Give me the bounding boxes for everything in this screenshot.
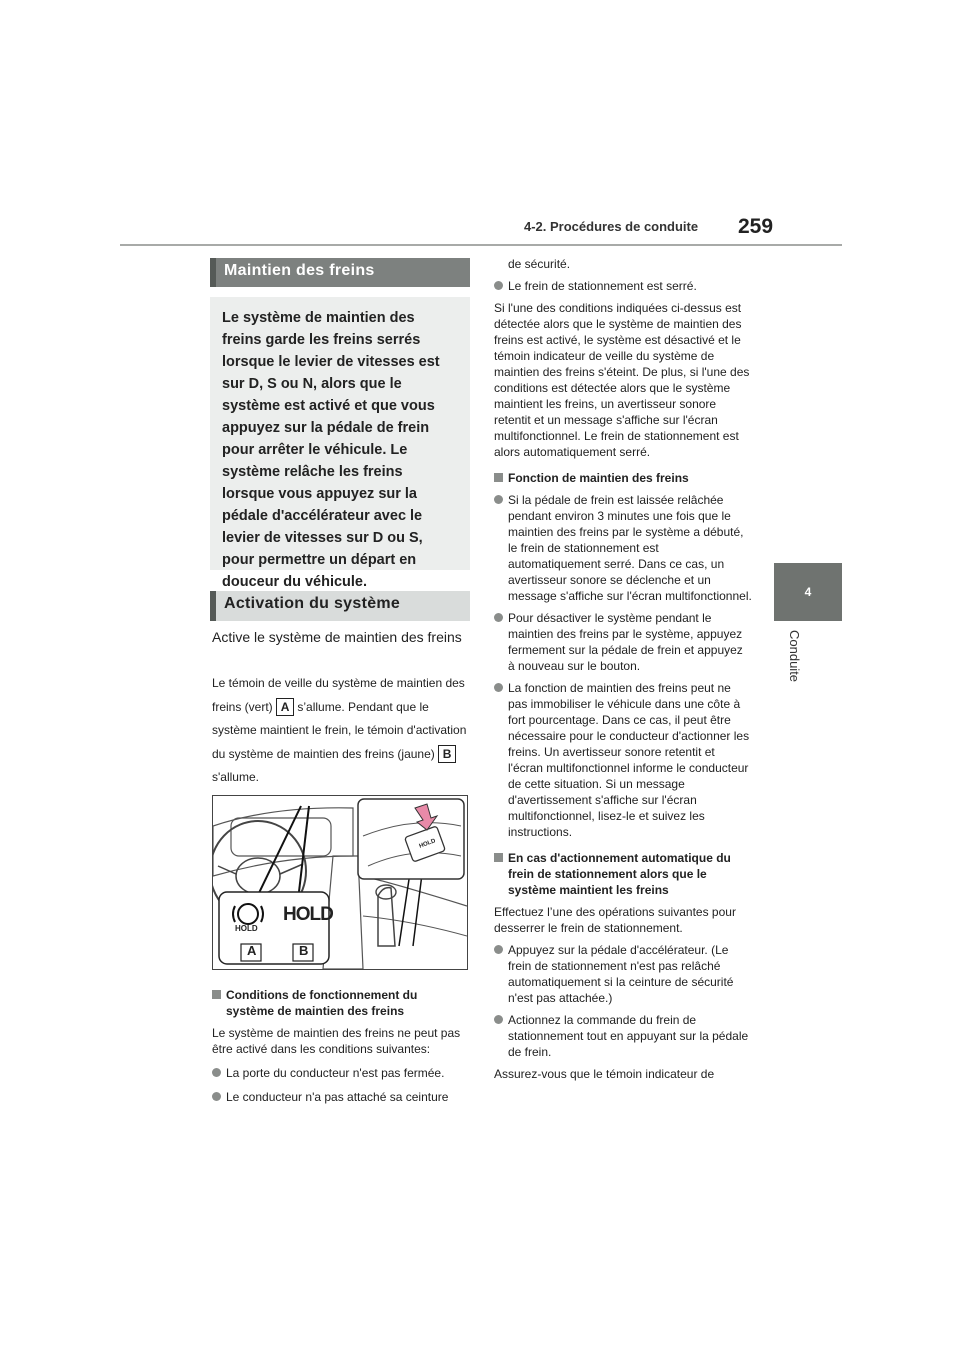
parking-brake-bullet: Le frein de stationnement est serré. bbox=[494, 278, 752, 294]
intro-box bbox=[210, 297, 470, 590]
continued-text: de sécurité. bbox=[508, 257, 571, 271]
function-item: Si la pédale de frein est laissée relâchée pendant environ 3 minutes une fois que le maintien des freins par le système a débuté, le frein de stationnement est automatiquement serré. Dans ce cas, un avertisseur sonore se déclenche et un message s'affiche sur l'écran multifonctionnel. bbox=[494, 492, 752, 604]
label-a-box: A bbox=[276, 698, 294, 716]
function-item: Pour désactiver le système pendant le maintien des freins par le système, appuyez fermement sur la pédale de frein et appuyez à nouveau sur le bouton. bbox=[494, 610, 752, 674]
label-b-box: B bbox=[438, 745, 456, 763]
step-title: Active le système de maintien des freins bbox=[212, 629, 462, 645]
right-column bbox=[494, 256, 752, 1088]
left-lower-text bbox=[212, 987, 468, 1111]
heading-maintien bbox=[210, 258, 470, 287]
function-item: La fonction de maintien des freins peut ne pas immobiliser le véhicule dans une côte à fort pourcentage. Dans ce cas, il peut être nécessaire pour le conducteur d'actionner les freins. Un avertisseur sonore retentit et l'écran multifonctionnel informe le conducteur de cette situation. Si un message d'avertissement s'affiche sur l'écran multifonctionnel, lisez-le et suivez les instructions. bbox=[494, 680, 752, 840]
step-text-2: s’allume. Pendant que le système maintient le frein, le témoin d'activation du système de maintien des freins (jaune) bbox=[212, 699, 467, 761]
intro-text: Le système de maintien des freins garde les freins serrés lorsque le levier de vitesses est sur D, S ou N, alors que le système est activé et que vous appuyez sur la pédale de frein pour arrêter le véhicule. Le système relâche les freins lorsque vous appuyez sur la pédale d'accélérateur avec le levier de vitesses sur D ou S, pour permettre un départ en douceur du véhicule. bbox=[222, 310, 440, 590]
condition-item: Le conducteur n'a pas attaché sa ceinture bbox=[212, 1089, 468, 1105]
auto-brake-intro: Effectuez l’une des opérations suivantes pour desserrer le frein de stationnement. bbox=[494, 905, 736, 935]
chapter-number: 4 bbox=[804, 585, 812, 599]
function-title: Fonction de maintien des freins bbox=[494, 470, 752, 486]
page-number: 259 bbox=[738, 215, 774, 238]
detection-paragraph: Si l'une des conditions indiquées ci-dessus est détectée alors que le système de maintien des freins est activé, le système est désactivé et le témoin indicateur de veille du système de maintien des freins s'éteint. De plus, si l'une des conditions est détectée alors que le système maintient les freins, un avertisseur sonore retentit et un message s'affiche sur l'écran multifonctionnel. Le frein de stationnement est alors automatiquement serré. bbox=[494, 301, 750, 459]
auto-brake-item: Appuyez sur la pédale d'accélérateur. (Le frein de stationnement n'est pas relâché automatiquement si la ceinture de sécurité n'est pas attachée.) bbox=[494, 942, 752, 1006]
hold-big-label: HOLD bbox=[283, 904, 333, 925]
conditions-intro: Le système de maintien des freins ne peut pas être activé dans les conditions suivantes: bbox=[212, 1026, 461, 1056]
section-title: 4-2. Procédures de conduite bbox=[524, 219, 699, 234]
step-description bbox=[212, 672, 468, 790]
header-rule bbox=[120, 244, 842, 246]
figure-label-b: B bbox=[299, 943, 309, 958]
auto-brake-item: Actionnez la commande du frein de stationnement tout en appuyant sur la pédale de frein. bbox=[494, 1012, 752, 1060]
heading-maintien-text: Maintien des freins bbox=[224, 262, 375, 279]
auto-brake-title: En cas d'actionnement automatique du frein de stationnement alors que le système maintient les freins bbox=[494, 850, 752, 898]
step-text-1: Le témoin de veille du système de maintien des freins (vert) bbox=[212, 676, 465, 714]
step-text-3: s'allume. bbox=[212, 770, 259, 784]
hold-icon-label: HOLD bbox=[235, 924, 258, 933]
heading-activation bbox=[210, 591, 470, 621]
chapter-tab bbox=[774, 563, 842, 621]
condition-item: La porte du conducteur n'est pas fermée. bbox=[212, 1065, 468, 1081]
final-text: Assurez-vous que le témoin indicateur de bbox=[494, 1067, 715, 1081]
figure-label-a: A bbox=[247, 943, 257, 958]
dashboard-illustration bbox=[212, 795, 468, 970]
heading-activation-text: Activation du système bbox=[224, 595, 401, 612]
chapter-label: Conduite bbox=[787, 630, 802, 683]
hold-button-label: HOLD bbox=[418, 838, 437, 850]
conditions-title: Conditions de fonctionnement du système de maintien des freins bbox=[212, 987, 468, 1019]
